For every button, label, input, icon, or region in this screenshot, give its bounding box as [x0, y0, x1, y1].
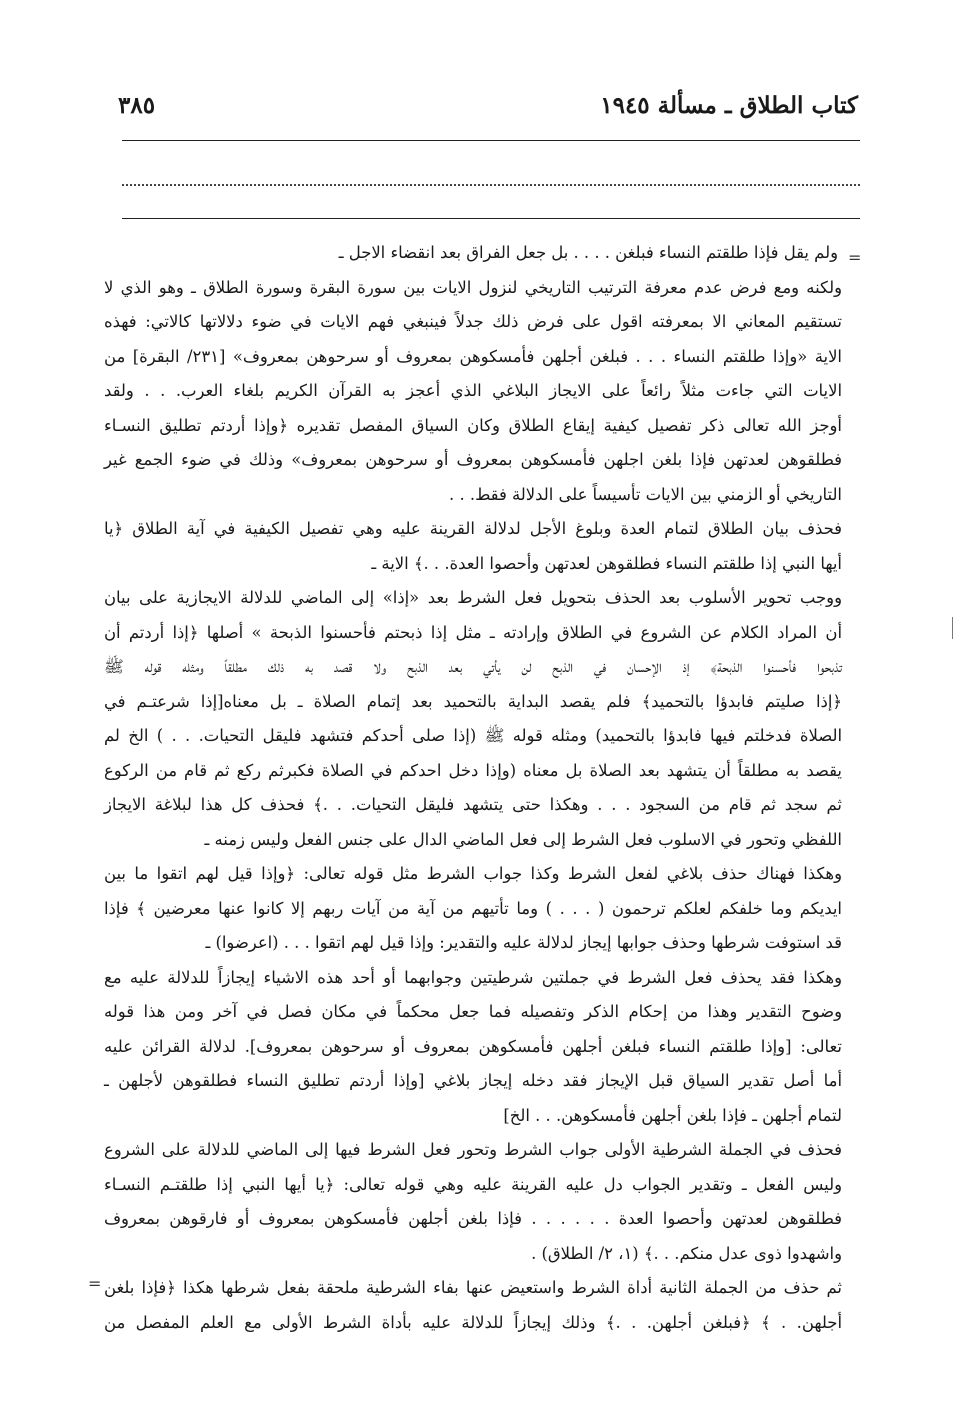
text-line: ايديكم وما خلفكم لعلكم ترحمون ( . . . ) وما تأتيهم من آية من آيات ربهم إلا كانوا عنها معرضين ﴾ فإذا — [104, 898, 842, 918]
text-line: وليس الفعل ـ وتقدير الجواب دل عليه القرينة عليه وهي قوله تعالى: ﴿يا أيها النبي إذا طلقتـم النسـاء — [104, 1174, 842, 1194]
text-line: يقصد به مطلقاً أن يتشهد بعد الصلاة بل معناه (وإذا دخل احدكم في الصلاة فكبرثم ركع ثم قام من الركوع — [104, 760, 842, 780]
text-line: أوجز الله تعالى ذكر تفصيل كيفية إيقاع الطلاق وكان السياق المفصل تقديره ﴿وإذا أردتم تطليق النسـاء — [104, 415, 842, 435]
text-line: وهكذا فهناك حذف بلاغي لفعل الشرط وكذا جواب الشرط مثل قوله تعالى: ﴿وإذا قيل لهم اتقوا ما بين — [104, 864, 842, 883]
text-line: لتمام أجلهن ـ فإذا بلغن أجلهن فأمسكوهن. . . الخ] — [503, 1105, 842, 1125]
text-line: قد استوفت شرطها وحذف جوابها إيجاز لدلالة عليه والتقدير: وإذا قيل لهم اتقوا . . . (اعرضوا) ـ — [205, 933, 842, 952]
continuation-mark-top: = — [848, 248, 862, 267]
text-line: فحذف بيان الطلاق لتمام العدة وبلوغ الأجل لدلالة القرينة عليه وهي تفصيل الكيفية في آية الطلاق ﴿يا — [104, 519, 842, 538]
margin-mark — [952, 617, 953, 639]
text-line: ﴿إذا صليتم فابدؤا بالتحميد﴾ فلم يقصد البداية بالتحميد بعد إتمام الصلاة ـ بل معناه[إذا شرعتـم في — [104, 691, 842, 711]
text-line: تستقيم المعاني الا بمعرفته اقول على فرض ذلك جدلاً فينبغي فهم الايات في ضوء دلالاتها كالاتي: فهذه — [104, 312, 842, 331]
body-text — [104, 236, 842, 1332]
text-line: تعالى: [وإذا طلقتم النساء فبلغن أجلهن فأمسكوهن بمعروف أو سرحوهن بمعروف]. لدلالة القرائن عليه — [104, 1036, 842, 1056]
text-line: التاريخي أو الزمني بين الايات تأسيساً على الدلالة فقط. . . — [449, 484, 842, 504]
text-line: الاية «وإذا طلقتم النساء . . . فبلغن أجلهن فأمسكوهن بمعروف أو سرحوهن بمعروف» [٢٣١/ البقرة] من — [104, 346, 842, 366]
text-line: ولكنه ومع فرض عدم معرفة الترتيب التاريخي لنزول الايات بين سورة البقرة وسورة الطلاق ـ وهو الذي لا — [104, 277, 842, 297]
text-line: فطلقوهن لعدتهن فإذا بلغن اجلهن فأمسكوهن بمعروف أو سرحوهن بمعروف» وذلك في ضوء الجمع غير — [104, 450, 842, 469]
text-top-rule — [122, 218, 860, 219]
text-line: الايات التي جاءت مثلاً رائعاً على الايجاز البلاغي الذي أعجز به القرآن الكريم بلغاء العرب. . . ولقد — [104, 381, 842, 400]
text-line: اللفظي وتحور في الاسلوب فعل الشرط إلى فعل الماضي الدال على جنس الفعل وليس زمنه ـ — [204, 829, 842, 849]
page-header — [118, 92, 858, 132]
text-line: ووجب تحوير الأسلوب بعد الحذف بتحويل فعل الشرط بعد «إذا» إلى الماضي للدلالة الايجازية على بيان — [104, 588, 842, 607]
page-number: ٣٨٥ — [118, 92, 156, 119]
header-rule — [122, 140, 860, 141]
dotted-separator — [122, 184, 860, 186]
text-line: أن المراد الكلام عن الشروع في الطلاق وإرادته ـ مثل إذا ذبحتم فأحسنوا الذبحة » أصلها ﴿إذا أردتم أن — [104, 622, 842, 642]
running-title: كتاب الطلاق ـ مسألة ١٩٤٥ — [600, 92, 858, 119]
text-line: فحذف في الجملة الشرطية الأولى جواب الشرط وتحور فعل الشرط فيها إلى الماضي للدلالة على الشروع — [104, 1140, 842, 1159]
text-line: واشهدوا ذوى عدل منكم. . .﴾ (١، ٢/ الطلاق) . — [531, 1243, 842, 1263]
text-line: أما أصل تقدير السياق قبل الإيجاز فقد دخله إيجاز بلاغي [وإذا أردتم تطليق النساء فطلقوهن لأجلهن ـ — [104, 1071, 842, 1090]
text-line: أجلهن. . ﴾ ﴿فبلغن أجلهن. . .﴾ وذلك إيجازاً للدلالة عليه بأداة الشرط الأولى مع العلم المفصل من — [104, 1312, 842, 1332]
text-line: ثم سجد ثم قام من السجود . . . وهكذا حتى يتشهد فليقل التحيات. . .﴾ فحذف كل هذا لبلاغة الايجاز — [104, 795, 842, 814]
text-line: تذبحوا فأحسنوا الذبحة﴾ إذ الإحسان في الذبح لن يأتي بعد الذبح ولا قصد به ذلك مطلقاً ومثله قوله ﷺ — [104, 657, 842, 676]
continuation-mark-bottom: = — [88, 1274, 102, 1293]
text-line: وهكذا فقد يحذف فعل الشرط في جملتين شرطيتين وجوابهما أو أحد هذه الاشياء إيجازاً للدلالة عليه مع — [104, 967, 842, 987]
text-line: الصلاة فدخلتم فيها فابدؤا بالتحميد) ومثله قوله ﷺ (إذا صلى أحدكم فتشهد فليقل التحيات. . . ) الخ لم — [104, 726, 842, 745]
text-line: وضوح التقدير وهذا من إحكام الذكر وتفصيله فما جعل محكماً في مكان فصل في آخر ومن هذا قوله — [104, 1002, 842, 1021]
text-line: ثم حذف من الجملة الثانية أداة الشرط واستعيض عنها بفاء الشرطية ملحقة بفعل شرطها هكذا ﴿فإذا بلغن — [104, 1278, 842, 1297]
text-line: ولم يقل فإذا طلقتم النساء فبلغن . . . . بل جعل الفراق بعد انقضاء الاجل ـ — [338, 243, 838, 262]
text-line: أيها النبي إذا طلقتم النساء فطلقوهن لعدتهن وأحصوا العدة. . .﴾ الاية ـ — [371, 553, 842, 573]
text-line: فطلقوهن لعدتهن وأحصوا العدة . . . . . . فإذا بلغن أجلهن فأمسكوهن بمعروف أو فارقوهن بمعروف — [104, 1209, 842, 1228]
